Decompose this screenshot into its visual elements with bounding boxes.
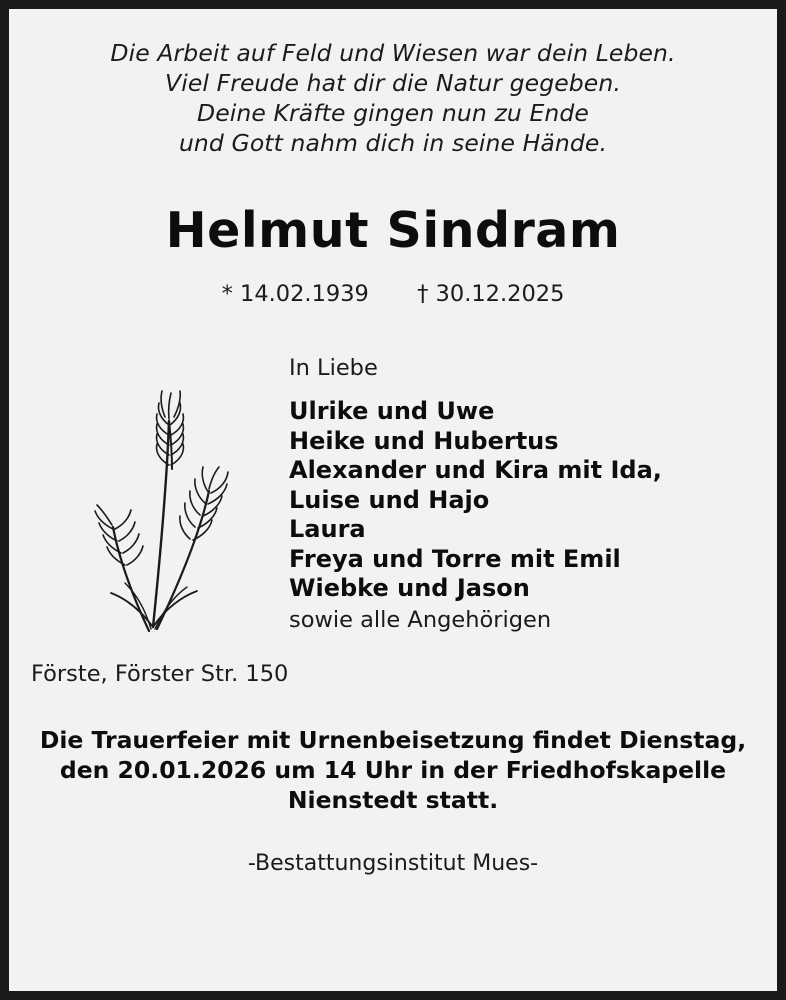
ceremony-line-2: den 20.01.2026 um 14 Uhr in der Friedhofskapelle (59, 756, 727, 784)
family-member: Alexander und Kira mit Ida, (289, 456, 662, 484)
deceased-name: Helmut Sindram (165, 202, 621, 259)
life-dates (9, 281, 777, 307)
ceremony-line-1: Die Trauerfeier mit Urnenbeisetzung findet Dienstag, (39, 726, 747, 754)
family-member: Wiebke und Jason (289, 574, 530, 602)
birth-date: * 14.02.1939 (221, 281, 369, 307)
poem-line-3: Deine Kräfte gingen nun zu Ende (197, 99, 589, 127)
family-lead: In Liebe (289, 355, 378, 381)
ceremony-line-3: Nienstedt statt. (287, 786, 499, 814)
family-member: Luise und Hajo (289, 485, 490, 514)
address-line: Förste, Förster Str. 150 (31, 661, 289, 687)
memorial-poem (9, 9, 777, 158)
family-member: Laura (289, 515, 366, 543)
family-tail: sowie alle Angehörigen (289, 606, 552, 633)
death-date: † 30.12.2025 (417, 281, 565, 307)
wheat-ears-icon (41, 359, 261, 649)
family-block (289, 355, 759, 633)
family-member: Heike und Hubertus (289, 426, 559, 455)
obituary-inner (9, 9, 777, 991)
poem-line-2: Viel Freude hat dir die Natur gegeben. (165, 69, 621, 97)
poem-line-4: und Gott nahm dich in seine Hände. (178, 129, 608, 157)
ceremony-details (9, 725, 777, 815)
family-member: Freya und Torre mit Emil (289, 544, 621, 573)
family-member: Ulrike und Uwe (289, 397, 495, 425)
poem-line-1: Die Arbeit auf Feld und Wiesen war dein Leben. (110, 39, 676, 67)
funeral-home: -Bestattungsinstitut Mues- (247, 851, 539, 876)
middle-section (9, 343, 777, 643)
